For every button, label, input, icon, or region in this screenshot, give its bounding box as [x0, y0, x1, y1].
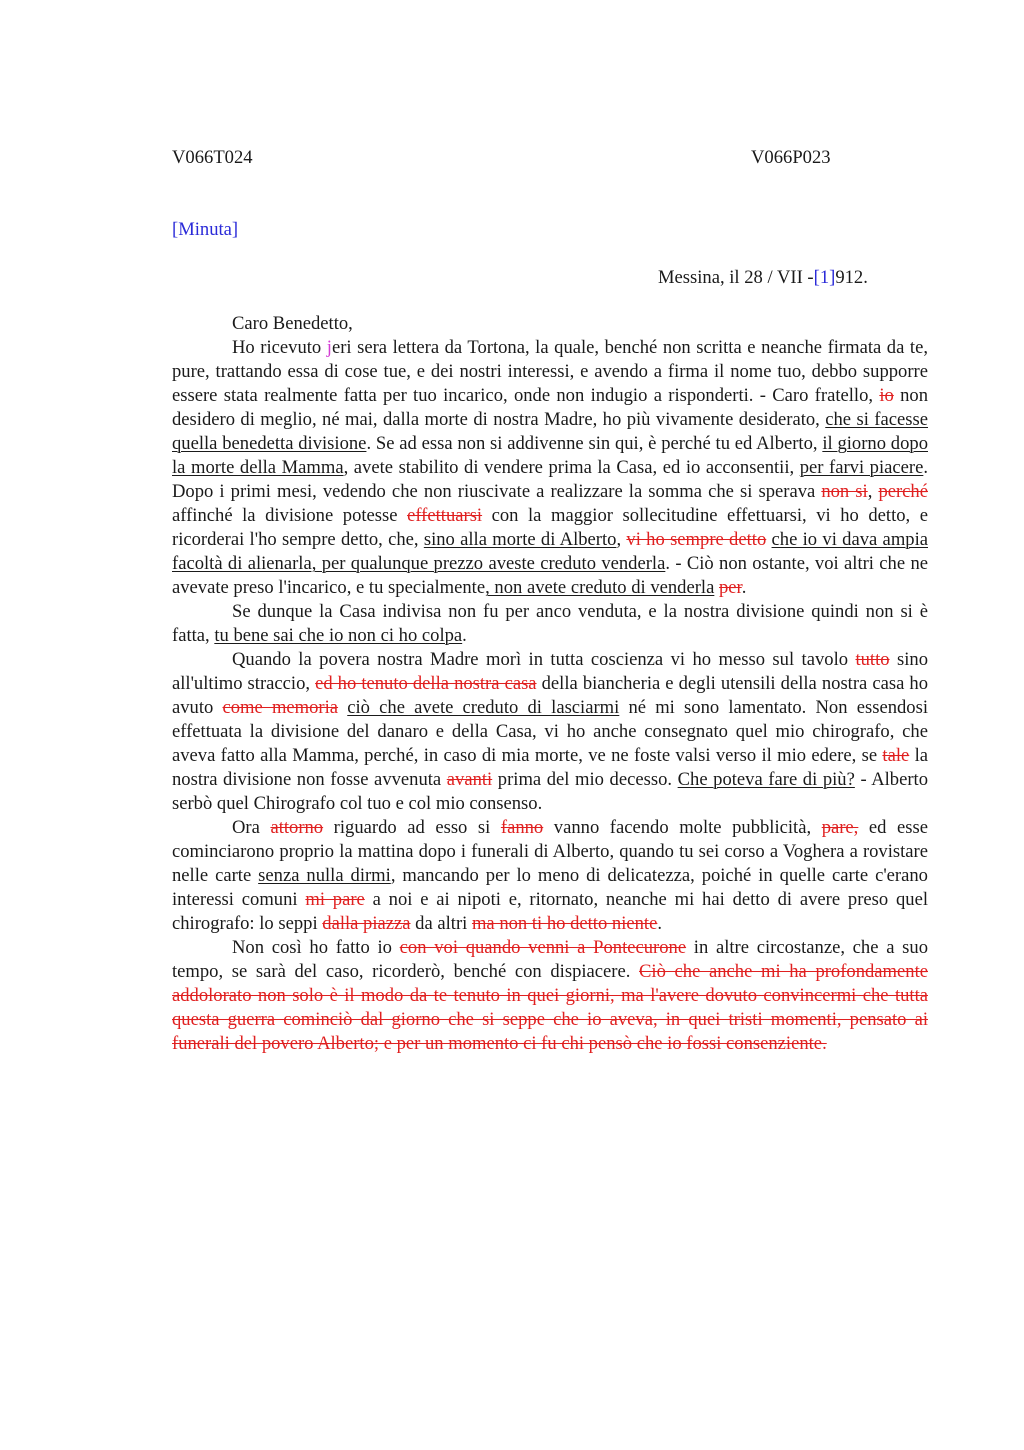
text-run: , mancando per lo meno di delicatezza, poiché in quelle carte c'erano interessi comuni [172, 865, 928, 910]
text-run: della biancheria e degli utensili della nostra casa ho avuto [172, 673, 928, 718]
deleted-text: pare, [821, 817, 859, 838]
text-run: ed esse cominciarono proprio la mattina dopo i funerali di Alberto, quando tu sei corso a Voghera a rovistare nelle carte [172, 817, 928, 886]
deleted-text: tutto [855, 649, 890, 670]
deleted-text: Ciò che anche mi ha profondamente addolorato non solo è il modo da te tenuto in quei giorni, ma l'avere dovuto convincermi che tutta questa guerra cominciò dal giorno che si seppe che io aveva, in quei tristi momenti, pensato ai funerali del povero Alberto; e per un momento ci fu chi pensò che io fossi consenziente. [172, 961, 928, 1054]
underlined-text: sino alla morte di Alberto [423, 529, 617, 550]
deleted-text: attorno [270, 817, 324, 838]
text-run: sino all'ultimo straccio, [172, 649, 928, 694]
text-run: eri sera lettera da Tortona, la quale, benché non scritta e neanche firmata da te, pure, trattando essa di cose tue, e dei nostri interessi, e avendo a firma il nome tuo, debbo supporre essere stata realmente fatta per tuo incarico, onde non indugio a risponderti. - Caro fratello, [172, 337, 928, 406]
text-run: . [462, 625, 467, 646]
deleted-text: ma non ti ho detto niente [471, 913, 658, 934]
text-run: Caro Benedetto, [232, 313, 353, 334]
deleted-text: per [719, 577, 742, 598]
text-run: , avete stabilito di vendere prima la Casa, ed io acconsentii, [343, 457, 800, 478]
deleted-text: tale [882, 745, 910, 766]
document-code-right: V066P023 [751, 147, 831, 168]
text-run: prima del mio decesso. [492, 769, 678, 790]
underlined-text: che io vi dava ampia facoltà di alienarla, per qualunque prezzo aveste creduto venderla [172, 529, 928, 574]
text-run: riguardo ad esso si [323, 817, 501, 838]
underlined-text: ciò che avete creduto di lasciarmi [347, 697, 620, 718]
dateline-prefix: Messina, il 28 / VII - [658, 267, 814, 288]
underlined-text: , non avete creduto di venderla [485, 577, 715, 598]
text-run: non desidero di meglio, né mai, dalla morte di nostra Madre, ho più vivamente desiderato, [172, 385, 928, 430]
letter-paragraph [172, 648, 928, 816]
text-run: . Se ad essa non si addivenne sin qui, è perché tu ed Alberto, [366, 433, 823, 454]
underlined-text: per farvi piacere [799, 457, 924, 478]
text-run: . Dopo i primi mesi, vedendo che non riuscivate a realizzare la somma che si sperava [172, 457, 928, 502]
deleted-text: con voi quando venni a Pontecurone [399, 937, 687, 958]
deleted-text: non si [821, 481, 868, 502]
text-run: , [867, 481, 879, 502]
text-run: - Alberto serbò quel Chirografo col tuo e col mio consenso. [172, 769, 928, 814]
text-run: vanno facendo molte pubblicità, [543, 817, 822, 838]
deleted-text: avanti [446, 769, 493, 790]
underlined-text: che si facesse quella benedetta divisione [172, 409, 928, 454]
text-run: Ho ricevuto [232, 337, 327, 358]
document-code-left: V066T024 [172, 147, 253, 168]
text-run: Non così ho fatto io [232, 937, 400, 958]
deleted-text: effettuarsi [407, 505, 483, 526]
text-run: . [741, 577, 747, 598]
minuta-label: [Minuta] [172, 219, 239, 240]
text-run: Quando la povera nostra Madre morì in tutta coscienza vi ho messo sul tavolo [232, 649, 856, 670]
deleted-text: vi ho sempre detto [626, 529, 767, 550]
text-run: . [657, 913, 663, 934]
deleted-text: ed ho tenuto della nostra casa [315, 673, 537, 694]
letter-paragraph [172, 936, 928, 1056]
deleted-text: io [879, 385, 894, 406]
underlined-text: tu bene sai che io non ci ho colpa [214, 625, 463, 646]
text-run: la nostra divisione non fosse avvenuta [172, 745, 928, 790]
deleted-text: come memoria [222, 697, 339, 718]
letter-body [172, 312, 928, 1056]
text-run: con la maggior sollecitudine effettuarsi, vi ho detto, e ricorderai l'ho sempre detto, che, [172, 505, 928, 550]
text-run: né mi sono lamentato. Non essendosi effettuata la divisione del danaro e della Casa, vi ho anche consegnato quel mio chirografo, che aveva fatto alla Mamma, perché, in caso di mia morte, ve ne foste valsi verso il mio edere, se [172, 697, 928, 766]
text-run [338, 697, 347, 718]
text-run: in altre circostanze, che a suo tempo, se sarà del caso, ricorderò, benché con dispiacere. [172, 937, 928, 982]
salutation [172, 312, 928, 336]
dateline [658, 267, 868, 289]
underlined-text: il giorno dopo la morte della Mamma [172, 433, 928, 478]
letter-paragraph [172, 816, 928, 936]
text-run: Se dunque la Casa indivisa non fu per anco venduta, e la nostra divisione quindi non si è fatta, [172, 601, 928, 646]
dateline-editorial-bracket: [1] [813, 267, 836, 288]
underlined-text: Che poteva fare di più? [677, 769, 855, 790]
text-run: da altri [410, 913, 472, 934]
text-run: a noi e ai nipoti e, ritornato, neanche mi hai detto di avere preso quel chirografo: lo seppi [172, 889, 928, 934]
underlined-text: senza nulla dirmi [258, 865, 391, 886]
text-run: , [616, 529, 627, 550]
dateline-suffix: 912. [835, 267, 868, 288]
deleted-text: mi pare [305, 889, 365, 910]
letter-paragraph [172, 336, 928, 600]
text-run: . - Ciò non ostante, voi altri che ne avevate preso l'incarico, e tu specialmente [172, 553, 928, 598]
text-run: affinché la divisione potesse [172, 505, 408, 526]
deleted-text: perché [878, 481, 928, 502]
text-run: Ora [232, 817, 271, 838]
deleted-text: dalla piazza [322, 913, 411, 934]
deleted-text: fanno [500, 817, 544, 838]
letter-paragraph [172, 600, 928, 648]
editorial-correction: j [326, 337, 332, 358]
